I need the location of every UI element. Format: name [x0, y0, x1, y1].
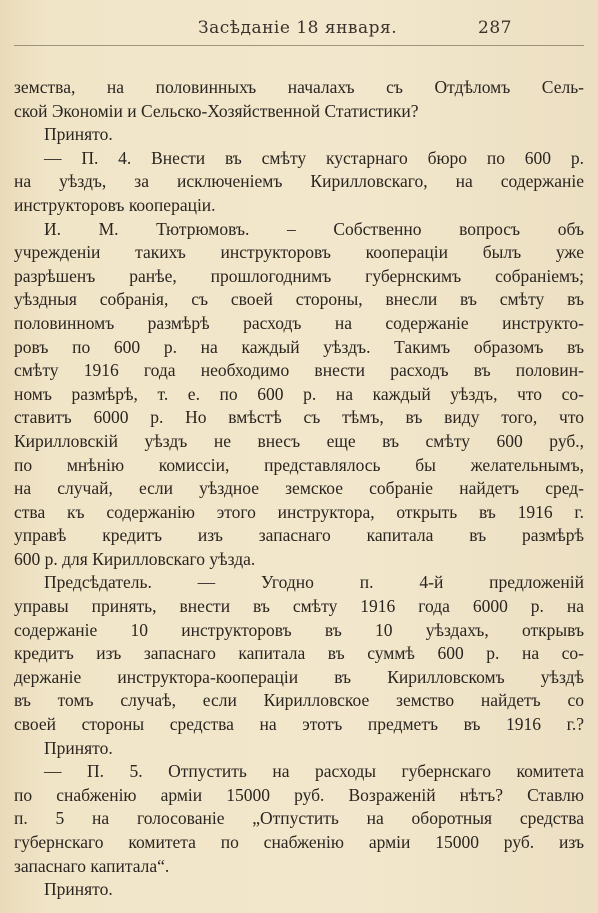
text-line: — П. 4. Внести въ смѣту кустарнаго бюро по 600 р.	[44, 147, 584, 168]
text-line: запаснаго капитала“.	[14, 855, 170, 876]
text-line: по снабженію арміи 15000 руб. Возраженій нѣтъ? Ставлю	[14, 784, 584, 805]
text-line: на случай, если уѣздное земское собраніе найдетъ сред-	[14, 478, 584, 499]
text-line: п. 5 на голосованіе „Отпустить на оборотныя средства	[14, 808, 584, 829]
text-line: Принято.	[44, 879, 113, 900]
text-line: ской Экономіи и Сельско-Хозяйственной Статистики?	[14, 100, 419, 121]
text-line: ставитъ 6000 р. Но вмѣстѣ съ тѣмъ, въ виду того, что	[14, 407, 584, 428]
text-line: 600 р. для Кирилловскаго уѣзда.	[14, 548, 256, 569]
text-line: ства къ содержанію этого инструктора, открыть въ 1916 г.	[14, 501, 584, 522]
text-line: — П. 5. Отпустить на расходы губернскаго комитета	[44, 761, 584, 782]
text-line: Принято.	[44, 124, 113, 145]
text-line: уѣздныя собранія, съ своей стороны, внесли въ смѣту въ	[14, 289, 584, 310]
text-line: Кирилловскій уѣздъ не внесъ еще въ смѣту 600 руб.,	[14, 430, 584, 451]
text-line: земства, на половинныхъ началахъ съ Отдѣломъ Сель-	[14, 77, 584, 97]
speaker-line: И. М. Тютрюмовъ. – Собственно вопросъ объ	[44, 218, 584, 239]
text-line: на уѣздъ, за исключеніемъ Кирилловскаго, на содержаніе	[14, 171, 584, 192]
text-line: номъ размѣрѣ, т. е. по 600 р. на каждый уѣздъ, что со-	[14, 383, 584, 404]
running-header	[14, 18, 584, 46]
text-line: инструкторовъ коопераціи.	[14, 194, 216, 215]
text-line: управы принять, внести въ смѣту 1916 года 6000 р. на	[14, 596, 584, 617]
text-line: кредитъ изъ запаснаго капитала въ суммѣ 600 р. на со-	[14, 643, 584, 664]
text-line: управѣ кредитъ изъ запаснаго капитала въ размѣрѣ	[14, 525, 584, 546]
text-line: Принято.	[44, 737, 113, 758]
text-line: содержаніе 10 инструкторовъ въ 10 уѣздахъ, открывъ	[14, 619, 584, 640]
text-line: половинномъ размѣрѣ расходъ на содержаніе инструкто-	[14, 312, 584, 333]
text-line: разрѣшенъ ранѣе, прошлогоднимъ губернскимъ собраніемъ;	[14, 265, 584, 286]
text-line: своей стороны средства на этотъ предметъ въ 1916 г.?	[14, 714, 584, 735]
speaker-line: Предсѣдатель. — Угодно п. 4-й предложеній	[44, 572, 584, 593]
running-header-title: Засѣданіе 18 января.	[198, 18, 398, 38]
body-text	[14, 76, 584, 902]
text-line: въ томъ случаѣ, если Кирилловское земство найдетъ со	[14, 690, 584, 711]
text-line: губернскаго комитета по снабженію арміи 15000 руб. изъ	[14, 832, 584, 852]
page-number: 287	[478, 18, 512, 38]
text-line: по мнѣнію комиссіи, представлялось бы желательнымъ,	[14, 454, 584, 475]
text-line: учрежденіи такихъ инструкторовъ коопераціи былъ уже	[14, 242, 584, 263]
text-line: ровъ по 600 р. на каждый уѣздъ. Такимъ образомъ въ	[14, 336, 584, 357]
text-line: держаніе инструктора-коопераціи въ Кирилловскомъ уѣздѣ	[14, 666, 584, 687]
text-line: смѣту 1916 года необходимо внести расходъ въ половин-	[14, 360, 584, 381]
